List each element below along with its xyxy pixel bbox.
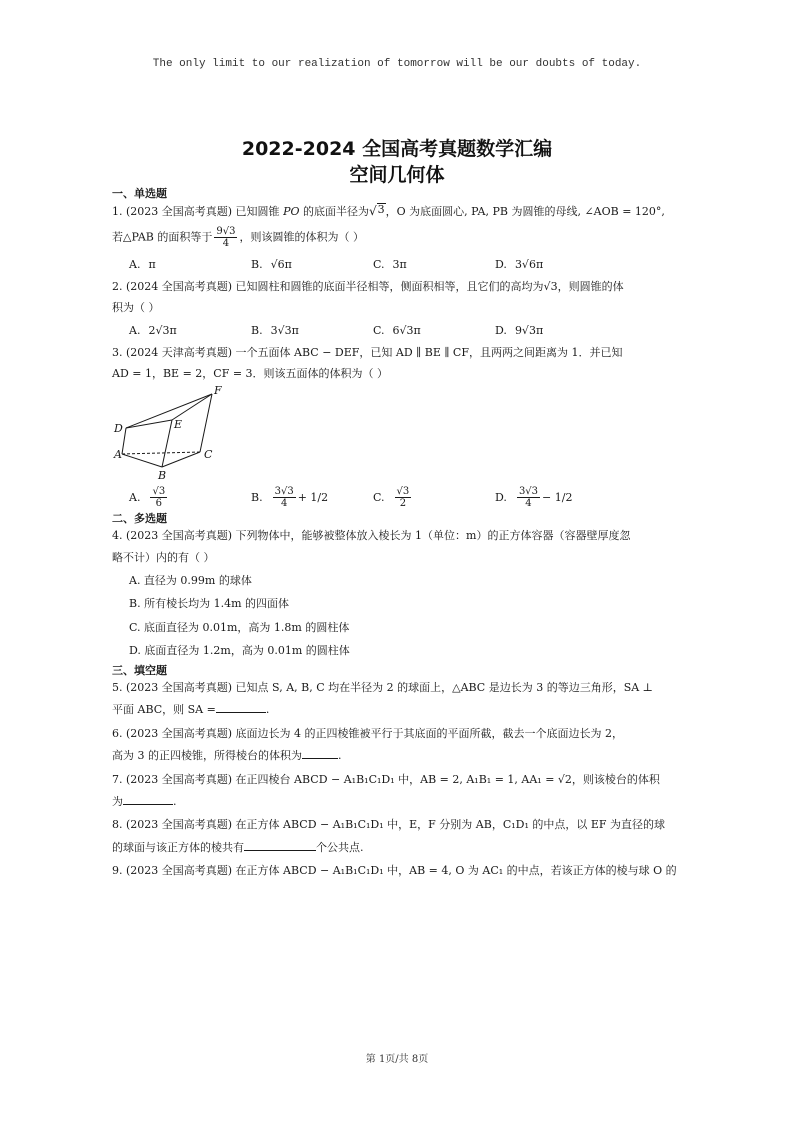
edge-cf <box>200 394 212 452</box>
q2-option-c[interactable]: C. 6√3π <box>373 324 421 338</box>
q2-options <box>129 323 688 338</box>
q3-line1: 3. (2024 天津高考真题) 一个五面体 ABC − DEF，已知 AD ∥ BE ∥ CF，且两两之间距离为 1．并已知 <box>112 345 623 359</box>
q5-answer-blank[interactable] <box>216 701 266 713</box>
section-multi-choice: 二、多选题 <box>112 511 167 525</box>
label-f: F <box>214 383 222 397</box>
q1-po: PO <box>283 205 300 219</box>
q1-area-fraction: $\frac{9√3}{4}$ <box>216 226 236 250</box>
q2-line1: 2. (2024 全国高考真题) 已知圆柱和圆锥的底面半径相等，侧面积相等，且它们的高均为√3，则圆锥的体 <box>112 279 624 293</box>
page-number: 第 1页/共 8页 <box>365 1054 429 1065</box>
question-8 <box>112 817 688 855</box>
edge-de <box>126 420 172 428</box>
q7-line2: 为 <box>112 795 123 808</box>
q1-text1: 的底面半径为 <box>299 205 369 219</box>
q3-option-c[interactable]: C. $\frac{√3}{2}$ <box>373 485 410 509</box>
q4-option-b[interactable]: B. 所有棱长均为 1.4m 的四面体 <box>129 597 289 611</box>
q9-line1: 9. (2023 全国高考真题) 在正方体 ABCD − A₁B₁C₁D₁ 中，AB = 4, O 为 AC₁ 的中点，若该正方体的棱与球 O 的 <box>112 864 677 878</box>
q7-answer-blank[interactable] <box>123 793 173 805</box>
q5-line2: 平面 ABC，则 SA = <box>112 703 216 717</box>
label-c: C <box>204 447 213 461</box>
question-4 <box>112 528 688 565</box>
q4-option-c[interactable]: C. 底面直径为 0.01m，高为 1.8m 的圆柱体 <box>129 620 350 634</box>
q1-option-c[interactable]: C. 3π <box>373 258 407 272</box>
q5-line2-wrap: 平面 ABC，则 SA = . <box>112 703 270 717</box>
q2-option-a[interactable]: A. 2√3π <box>129 324 177 338</box>
question-9 <box>112 863 688 878</box>
q1-prefix: 1. (2023 全国高考真题) 已知圆锥 <box>112 205 284 219</box>
q4-line1: 4. (2023 全国高考真题) 下列物体中，能够被整体放入棱长为 1（单位：m）的正方体容器（容器壁厚度忽 <box>112 529 631 543</box>
q8-line2: 的球面与该正方体的棱共有 <box>112 840 244 854</box>
edge-df <box>126 394 212 428</box>
q1-option-a[interactable]: A. π <box>129 258 156 272</box>
edge-ab <box>122 454 162 467</box>
q2-option-b[interactable]: B. 3√3π <box>251 324 299 338</box>
q2-option-d[interactable]: D. 9√3π <box>495 324 544 338</box>
q4-line2: 略不计）内的有（ ） <box>112 550 215 564</box>
label-b: B <box>158 468 167 480</box>
q3-option-b[interactable]: B. $\frac{3√3}{4}$ + 1/2 <box>251 485 329 509</box>
q7-line1: 7. (2023 全国高考真题) 在正四棱台 ABCD − A₁B₁C₁D₁ 中，AB = 2, A₁B₁ = 1, AA₁ = √2，则该棱台的体积 <box>112 772 660 786</box>
question-3 <box>112 345 688 382</box>
q6-line2-wrap: 高为 3 的正四棱锥，所得棱台的体积为 . <box>112 749 342 763</box>
section-single-choice: 一、单选题 <box>112 187 167 200</box>
label-a: A <box>114 447 122 461</box>
q1-option-d[interactable]: D. 3√6π <box>495 258 544 272</box>
q5-line1: 5. (2023 全国高考真题) 已知点 S, A, B, C 均在半径为 2 的球面上，△ABC 是边长为 3 的等边三角形，SA ⊥ <box>112 681 654 695</box>
q6-answer-blank[interactable] <box>302 747 338 759</box>
q3-line2: AD = 1，BE = 2，CF = 3．则该五面体的体积为（ ） <box>112 367 389 381</box>
edge-bc <box>162 452 200 467</box>
q3-options <box>129 486 688 509</box>
q1-option-b[interactable]: B. √6π <box>251 258 292 272</box>
question-2 <box>112 279 688 316</box>
edge-be <box>162 420 172 467</box>
page-subtitle: 空间几何体 <box>349 164 445 186</box>
q7-line2-wrap: 为 . <box>112 795 177 808</box>
page-title: 2022-2024 全国高考真题数学汇编 <box>241 138 553 160</box>
q8-line2-wrap: 的球面与该正方体的棱共有 个公共点. <box>112 840 364 854</box>
header-motto: The only limit to our realization of tomorrow will be our doubts of today. <box>152 58 642 70</box>
q1-options <box>129 257 688 272</box>
q1-radius: √ 3 <box>368 203 385 219</box>
q1-text2: ，O 为底面圆心, PA, PB 为圆锥的母线, ∠AOB = 120°, <box>385 205 665 219</box>
question-1 <box>112 203 688 220</box>
q4-option-a[interactable]: A. 直径为 0.99m 的球体 <box>129 574 252 588</box>
q2-line2: 积为（ ） <box>112 300 160 314</box>
pentahedron-figure <box>112 384 242 480</box>
q6-line1: 6. (2023 全国高考真题) 底面边长为 4 的正四棱锥被平行于其底面的平面所截，截去一个底面边长为 2， <box>112 726 624 740</box>
exam-content <box>112 186 688 879</box>
question-6 <box>112 726 688 764</box>
q1-text4: ，则该圆锥的体积为（ ） <box>239 230 364 244</box>
q1-text3: 若△PAB 的面积等于 <box>112 230 213 244</box>
q8-answer-blank[interactable] <box>244 839 316 851</box>
q4-option-d[interactable]: D. 底面直径为 1.2m，高为 0.01m 的圆柱体 <box>129 644 350 658</box>
question-1-line2 <box>112 226 688 249</box>
label-d: D <box>114 421 123 435</box>
section-fill-blank: 三、填空题 <box>112 663 167 677</box>
q8-line1: 8. (2023 全国高考真题) 在正方体 ABCD − A₁B₁C₁D₁ 中，E，F 分别为 AB，C₁D₁ 的中点，以 EF 为直径的球 <box>112 818 666 832</box>
question-5 <box>112 680 688 718</box>
q3-option-a[interactable]: A. $\frac{√3}{6}$ <box>129 485 166 509</box>
question-7 <box>112 772 688 810</box>
q3-option-d[interactable]: D. $\frac{3√3}{4}$ − 1/2 <box>495 485 573 509</box>
label-e: E <box>174 417 183 431</box>
edge-ac-hidden <box>122 452 200 454</box>
q6-line2: 高为 3 的正四棱锥，所得棱台的体积为 <box>112 749 302 763</box>
